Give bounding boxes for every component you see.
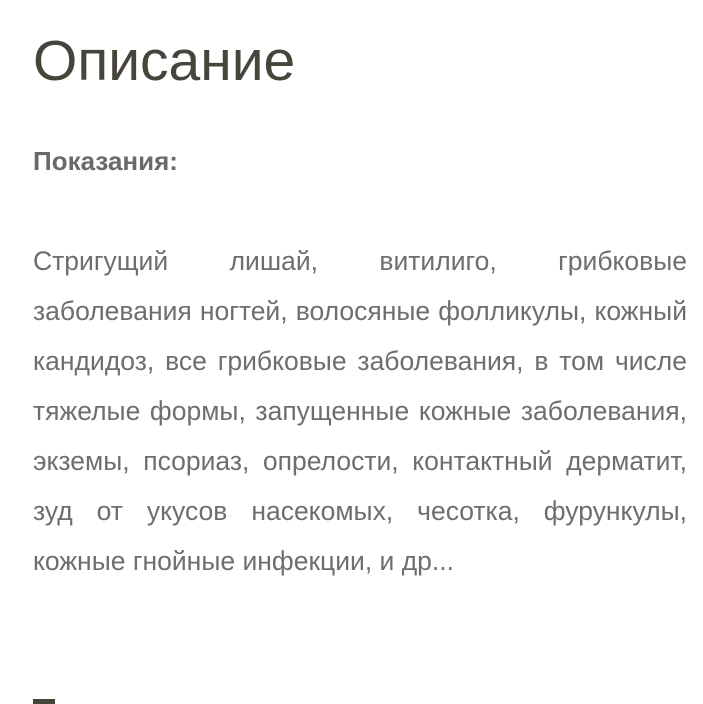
next-heading-clipped xyxy=(33,684,63,704)
page-title: Описание xyxy=(33,29,296,93)
next-heading-glyph-top xyxy=(33,699,55,704)
indications-heading: Показания: xyxy=(33,146,178,176)
indications-text: Стригущий лишай, витилиго, грибковые заболевания ногтей, волосяные фолликулы, кожный кандидоз, все грибковые заболевания, в том числе тяжелые формы, запущенные кожные заболевания, экземы, псориаз, опрелости, контактный дерматит, зуд от укусов насекомых, чесотка, фурункулы, кожные гнойные инфекции, и др... xyxy=(33,246,687,576)
